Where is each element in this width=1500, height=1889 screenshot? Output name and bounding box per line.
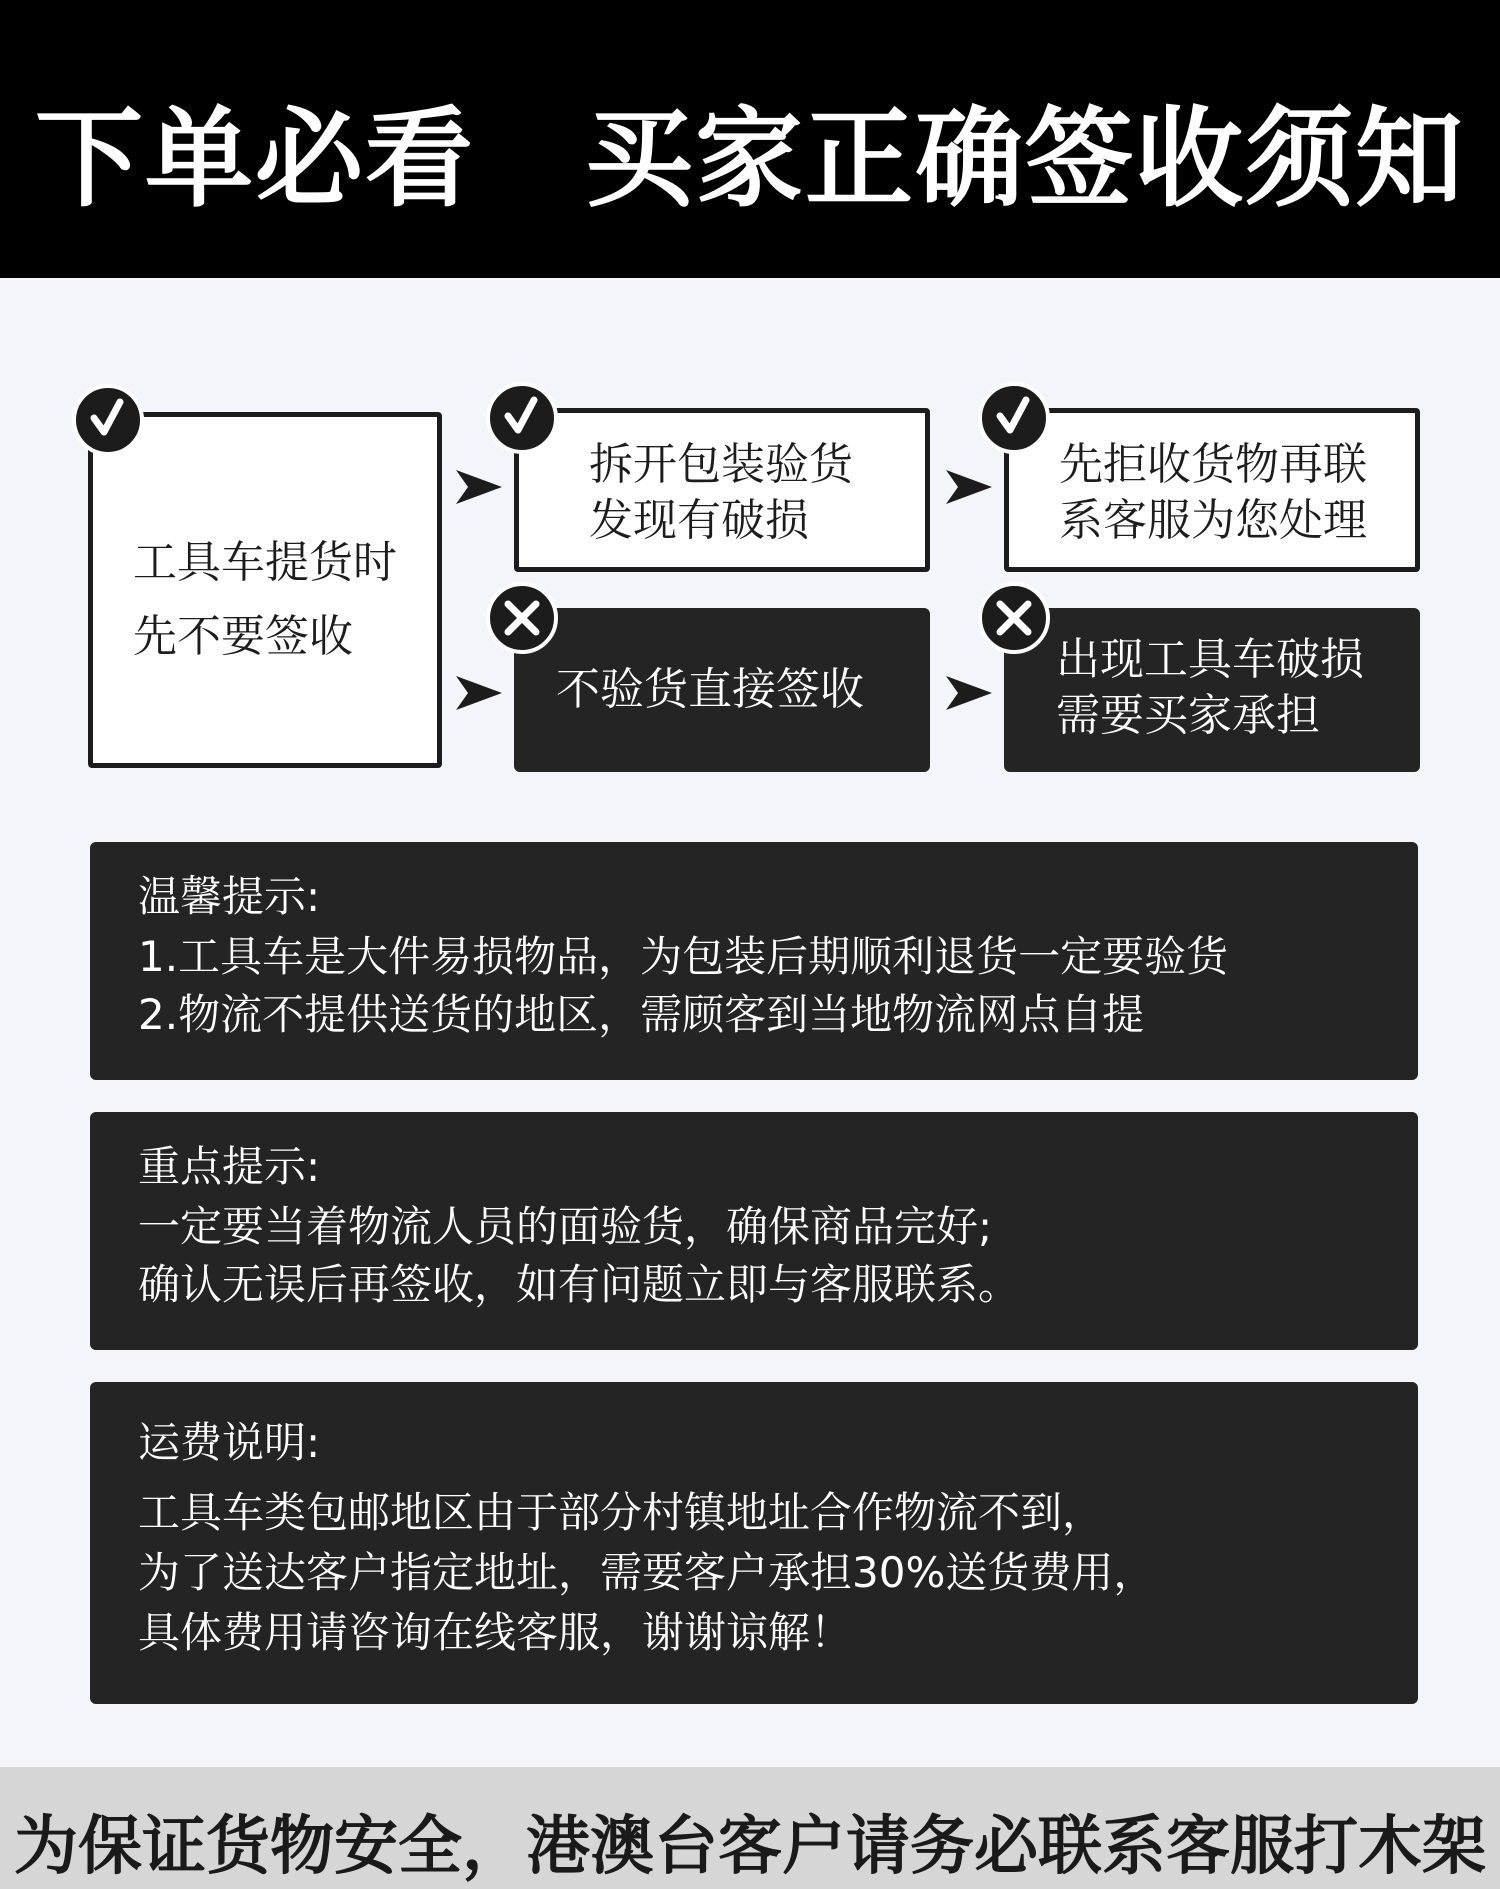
arrow-right-icon (946, 470, 992, 504)
notice-line: 为了送达客户指定地址，需要客户承担30%送货费用， (138, 1548, 1156, 1597)
footer-text: 为保证货物安全，港澳台客户请务必联系客服打木架 (14, 1810, 1486, 1884)
check-mark-icon (72, 384, 144, 456)
header-banner (0, 0, 1500, 278)
cross-mark-icon (486, 582, 558, 654)
notice-line: 工具车类包邮地区由于部分村镇地址合作物流不到， (138, 1488, 1105, 1537)
notice-line: 一定要当着物流人员的面验货，确保商品完好; (138, 1202, 993, 1251)
footer-banner (0, 1767, 1500, 1889)
check-2-line2: 系客服为您处理 (1059, 495, 1367, 546)
arrow-right-icon (946, 676, 992, 710)
cross-1-line1: 不验货直接签收 (556, 664, 864, 715)
check-1-line2: 发现有破损 (589, 495, 809, 546)
notice-title: 运费说明: (138, 1418, 321, 1467)
check-1-line1: 拆开包装验货 (589, 439, 853, 490)
arrow-right-icon (456, 676, 502, 710)
cross-mark-icon (978, 582, 1050, 654)
notice-line: 确认无误后再签收，如有问题立即与客服联系。 (138, 1260, 1021, 1309)
check-mark-icon (978, 382, 1050, 454)
notice-line: 2.物流不提供送货的地区，需顾客到当地物流网点自提 (138, 990, 1145, 1039)
notice-line: 1.工具车是大件易损物品，为包装后期顺利退货一定要验货 (138, 932, 1229, 981)
notice-title: 温馨提示: (138, 872, 321, 921)
cross-box-2 (1004, 608, 1420, 772)
start-box (88, 412, 442, 768)
notice-title: 重点提示: (138, 1142, 321, 1191)
cross-2-line1: 出现工具车破损 (1056, 634, 1364, 685)
cross-2-line2: 需要买家承担 (1056, 690, 1320, 741)
check-box-1 (514, 408, 930, 572)
cross-box-1 (514, 608, 930, 772)
page-title: 下单必看 买家正确签收须知 (34, 97, 1465, 222)
check-2-line1: 先拒收货物再联 (1059, 439, 1367, 490)
check-mark-icon (486, 382, 558, 454)
notice-panel-important (90, 1112, 1418, 1350)
check-box-2 (1004, 408, 1420, 572)
notice-line: 具体费用请咨询在线客服，谢谢谅解！ (138, 1608, 853, 1657)
notice-panel-tips (90, 842, 1418, 1080)
start-text-line2: 先不要签收 (133, 611, 353, 662)
notice-panel-shipping (90, 1382, 1418, 1704)
start-text-line1: 工具车提货时 (133, 537, 397, 588)
arrow-right-icon (456, 470, 502, 504)
